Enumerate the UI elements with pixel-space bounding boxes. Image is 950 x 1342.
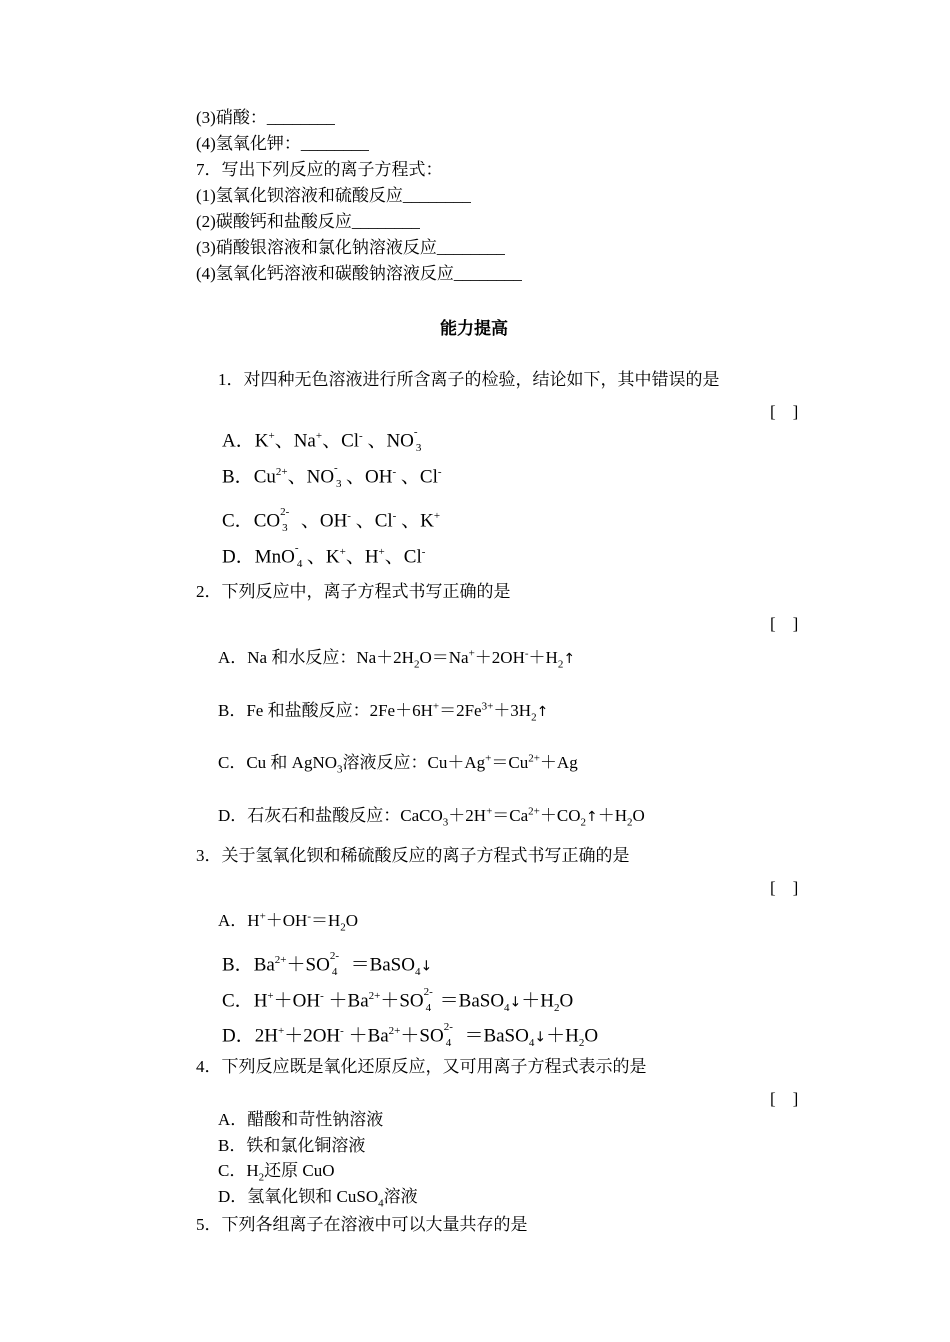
question-3-stem: 3．关于氢氧化钡和稀硫酸反应的离子方程式书写正确的是 bbox=[196, 846, 630, 865]
q4-option-a: A．醋酸和苛性钠溶液 bbox=[218, 1110, 384, 1129]
answer-bracket-1: [ ] bbox=[770, 402, 799, 421]
q2-option-c: C．Cu 和 AgNO$_3$溶液反应：$Cu+Ag^+=Cu^{2+}+Ag$ bbox=[218, 752, 578, 776]
option-label: B． bbox=[222, 954, 254, 976]
question-7-item-2: (2)碳酸钙和盐酸反应________ bbox=[196, 212, 420, 231]
q4-option-d: D．氢氧化钡和 CuSO$_4$溶液 bbox=[218, 1187, 418, 1210]
q4-option-c: C．$H_2$还原 CuO bbox=[218, 1161, 335, 1184]
question-2-stem: 2．下列反应中，离子方程式书写正确的是 bbox=[196, 582, 511, 601]
option-label: C．Cu 和 AgNO bbox=[218, 753, 338, 772]
question-4-stem: 4．下列反应既是氧化还原反应，又可用离子方程式表示的是 bbox=[196, 1057, 647, 1076]
q1-option-b: B．$Cu^{2+}$、NO - 3 、OH- 、Cl- bbox=[222, 462, 442, 490]
line-potassium-hydroxide: (4)氢氧化钾：________ bbox=[196, 134, 369, 153]
option-label: C． bbox=[222, 510, 254, 532]
q3-option-d: D．$2H^++2OH^- +Ba^{2+}+SO$ 2- 4 $=BaSO_4↓+H_2O$ bbox=[222, 1021, 599, 1050]
option-label: A． bbox=[218, 911, 248, 930]
q2-option-b: B．Fe 和盐酸反应：$2Fe+6H^+=2Fe^{3+}+3H_2↑$ bbox=[218, 700, 549, 724]
option-label: A．Na 和水反应： bbox=[218, 648, 357, 667]
q3-option-b: B．$Ba^{2+}+SO$ 2- 4 ＝BaSO$_4$↓ bbox=[222, 950, 433, 979]
answer-bracket-3: [ ] bbox=[770, 878, 799, 897]
question-1-stem: 1．对四种无色溶液进行所含离子的检验，结论如下，其中错误的是 bbox=[218, 370, 720, 389]
q3-option-c: C．$H^++OH^- +Ba^{2+}+SO$ 2- 4 $=BaSO_4↓+H_2O$ bbox=[222, 986, 574, 1015]
question-7-item-4: (4)氢氧化钙溶液和碳酸钠溶液反应________ bbox=[196, 264, 522, 283]
option-label: D．石灰石和盐酸反应： bbox=[218, 806, 401, 825]
line-nitric-acid: (3)硝酸：________ bbox=[196, 108, 335, 127]
option-label-suffix: 溶液反应： bbox=[342, 753, 428, 772]
option-label: C． bbox=[222, 990, 254, 1012]
q1-option-c: C．CO 2- 3 、OH- 、Cl- 、K+ bbox=[222, 506, 441, 534]
q1-option-a: A．K+、Na+、Cl- 、NO - 3 bbox=[222, 426, 422, 454]
q2-option-d: D．石灰石和盐酸反应：$CaCO_3+2H^+=Ca^{2+}+CO_2↑+H_2O$ bbox=[218, 805, 645, 829]
option-text: C．H bbox=[218, 1161, 259, 1180]
option-text-suffix: 还原 CuO bbox=[264, 1161, 335, 1180]
section-title: 能力提高 bbox=[440, 319, 508, 339]
option-label: A． bbox=[222, 430, 255, 452]
option-label: D． bbox=[222, 546, 255, 568]
q1-option-d: D．MnO - 4 、K+、H+、Cl- bbox=[222, 542, 426, 570]
option-text-suffix: 溶液 bbox=[383, 1187, 418, 1206]
question-5-stem: 5．下列各组离子在溶液中可以大量共存的是 bbox=[196, 1215, 528, 1234]
question-7-item-3: (3)硝酸银溶液和氯化钠溶液反应________ bbox=[196, 238, 505, 257]
answer-bracket-2: [ ] bbox=[770, 614, 799, 633]
option-label: B． bbox=[222, 466, 254, 488]
question-7-stem: 7．写出下列反应的离子方程式： bbox=[196, 160, 443, 179]
q4-option-b: B．铁和氯化铜溶液 bbox=[218, 1136, 366, 1155]
q2-option-a: A．Na 和水反应：$Na+2H_2O=Na^++2OH^-+H_2↑$ bbox=[218, 647, 576, 671]
option-text: D．氢氧化钡和 CuSO bbox=[218, 1187, 379, 1206]
option-label: D． bbox=[222, 1025, 255, 1047]
answer-bracket-4: [ ] bbox=[770, 1089, 799, 1108]
q3-option-a: A．$H^++OH^-=H_2O$ bbox=[218, 910, 359, 934]
option-label: B．Fe 和盐酸反应： bbox=[218, 701, 370, 720]
question-7-item-1: (1)氢氧化钡溶液和硫酸反应________ bbox=[196, 186, 471, 205]
